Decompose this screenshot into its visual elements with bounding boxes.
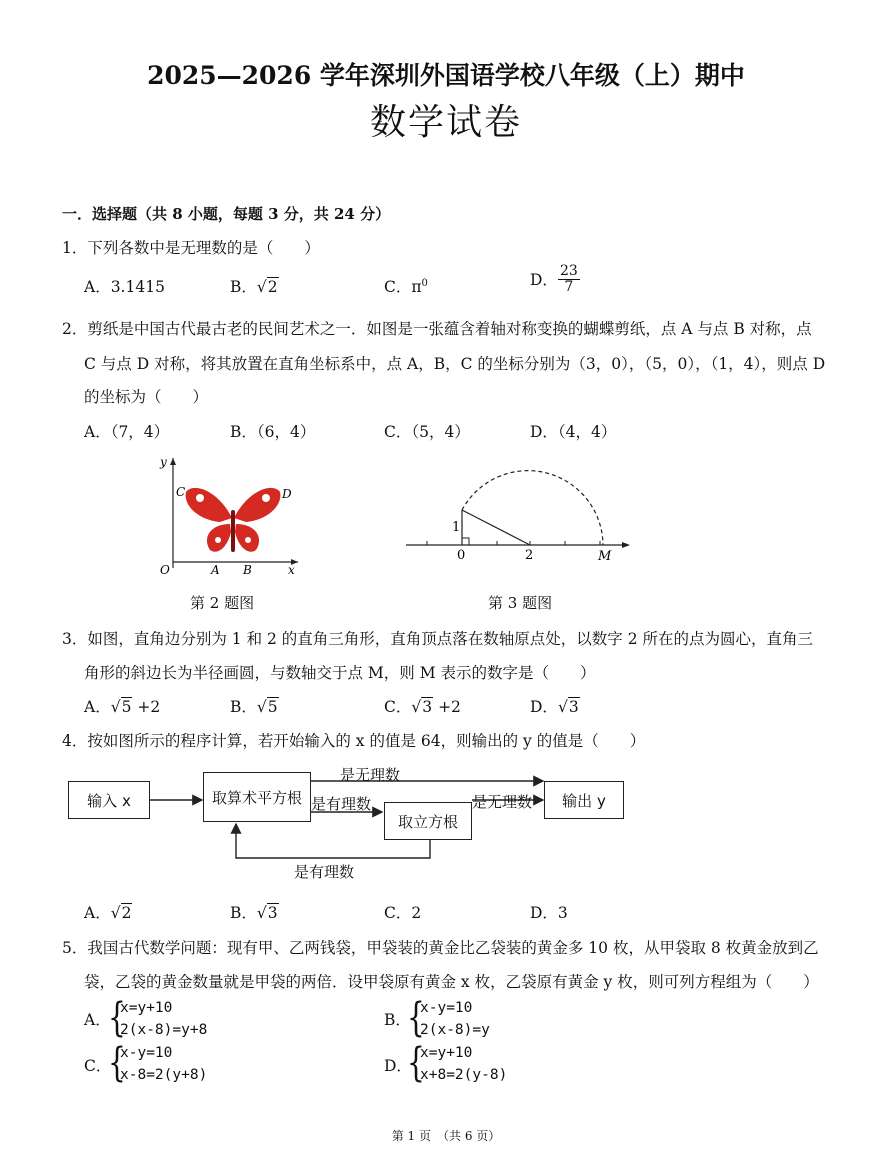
q5-option-c-system: x-y=10 x-8=2(y+8): [120, 1045, 208, 1083]
fig3-label-1: 1: [452, 520, 461, 535]
page-number-footer: 第 1 页 （共 6 页）: [391, 1129, 501, 1143]
q3-option-c: C．√3 +2: [384, 698, 461, 716]
q5-option-a-label: A．: [84, 1011, 111, 1029]
q5-option-b-brace: {: [407, 995, 425, 1041]
q2-stem-line1: 2．剪纸是中国古代最古老的民间艺术之一．如图是一张蕴含着轴对称变换的蝴蝶剪纸，点 A 与点 B 对称，点: [62, 320, 812, 338]
q4-option-d: D．3: [530, 904, 568, 922]
flow-input-box: 输入 x: [68, 781, 150, 819]
q1-stem: 1．下列各数中是无理数的是（ ）: [62, 239, 320, 257]
q1-option-a: A．3.1415: [84, 278, 165, 296]
q5-option-d-system: x=y+10 x+8=2(y-8): [420, 1045, 508, 1083]
q3-stem-line1: 3．如图，直角边分别为 1 和 2 的直角三角形，直角顶点落在数轴原点处，以数字 2 所在的点为圆心，直角三: [62, 630, 814, 648]
fig2-label-o: O: [160, 563, 170, 576]
q5-option-d-brace: {: [407, 1040, 425, 1086]
fig2-butterfly-diagram: [148, 450, 308, 576]
fig3-label-2: 2: [525, 548, 534, 563]
q5-stem-line2: 袋，乙袋的黄金数量就是甲袋的两倍．设甲袋原有黄金 x 枚，乙袋原有黄金 y 枚，则可列方程组为（ ）: [84, 973, 819, 991]
q5-option-a-brace: {: [108, 995, 126, 1041]
flow-label-rational-mid: 是有理数: [311, 795, 372, 813]
flow-label-rational-bottom: 是有理数: [294, 863, 355, 881]
q5-option-a-system: x=y+10 2(x-8)=y+8: [120, 1000, 208, 1038]
q1-option-c: C．$\pi^0$: [384, 277, 428, 296]
fig2-label-b: B: [243, 563, 252, 576]
flow-sqrt-box: 取算术平方根: [203, 772, 311, 822]
q5-option-d-label: D．: [384, 1057, 412, 1075]
fig2-label-c: C: [176, 485, 186, 499]
flow-label-irrational-top: 是无理数: [340, 766, 401, 784]
fig3-caption: 第 3 题图: [488, 594, 553, 612]
flow-output-box: 输出 y: [544, 781, 624, 819]
q4-option-a: A．√2: [84, 904, 132, 922]
q2-option-d: D．（4，4）: [530, 423, 617, 441]
q5-option-b-label: B．: [384, 1011, 411, 1029]
exam-subject-title: 数学试卷: [369, 102, 522, 143]
q2-stem-line3: 的坐标为（ ）: [84, 388, 209, 406]
q2-option-c: C．（5，4）: [384, 423, 470, 441]
exam-title: 2025—2026 学年深圳外国语学校八年级（上）期中: [147, 61, 745, 90]
fig2-label-a: A: [211, 563, 220, 576]
fig2-caption: 第 2 题图: [190, 594, 255, 612]
fig3-number-line-diagram: [400, 465, 635, 565]
butterfly-icon: [186, 488, 281, 552]
q5-option-c-label: C．: [84, 1057, 112, 1075]
fig2-label-x: x: [288, 563, 295, 576]
q3-stem-line2: 角形的斜边长为半径画圆，与数轴交于点 M，则 M 表示的数字是（ ）: [84, 664, 596, 682]
flow-label-irrational-right: 是无理数: [472, 793, 533, 811]
q4-option-c: C．2: [384, 904, 422, 922]
q1-option-d: D． $\frac{23}{7}$: [530, 263, 578, 295]
q1-option-b: B．√2: [230, 278, 278, 296]
q5-option-c-brace: {: [108, 1040, 126, 1086]
fig3-label-m: M: [598, 549, 612, 564]
q4-option-b: B．√3: [230, 904, 278, 922]
fig2-label-y: y: [160, 455, 167, 469]
q5-option-b-system: x-y=10 2(x-8)=y: [420, 1000, 490, 1038]
q4-stem: 4．按如图所示的程序计算，若开始输入的 x 的值是 64，则输出的 y 的值是（ ）: [62, 732, 646, 750]
section-heading: 一．选择题（共 8 小题，每题 3 分，共 24 分）: [62, 205, 391, 223]
flow-cbrt-box: 取立方根: [384, 802, 472, 840]
q3-option-b: B．√5: [230, 698, 278, 716]
q3-option-d: D．√3: [530, 698, 579, 716]
q3-option-a: A．√5 +2: [84, 698, 161, 716]
q2-option-b: B．（6，4）: [230, 423, 316, 441]
q2-stem-line2: C 与点 D 对称，将其放置在直角坐标系中，点 A，B，C 的坐标分别为（3，0），（5，0），（1，4），则点 D: [84, 355, 826, 373]
q2-option-a: A．（7，4）: [84, 423, 170, 441]
fig3-label-0: 0: [457, 548, 466, 563]
q5-stem-line1: 5．我国古代数学问题：现有甲、乙两钱袋，甲袋装的黄金比乙袋装的黄金多 10 枚，从甲袋取 8 枚黄金放到乙: [62, 939, 819, 957]
fig2-label-d: D: [282, 487, 292, 501]
